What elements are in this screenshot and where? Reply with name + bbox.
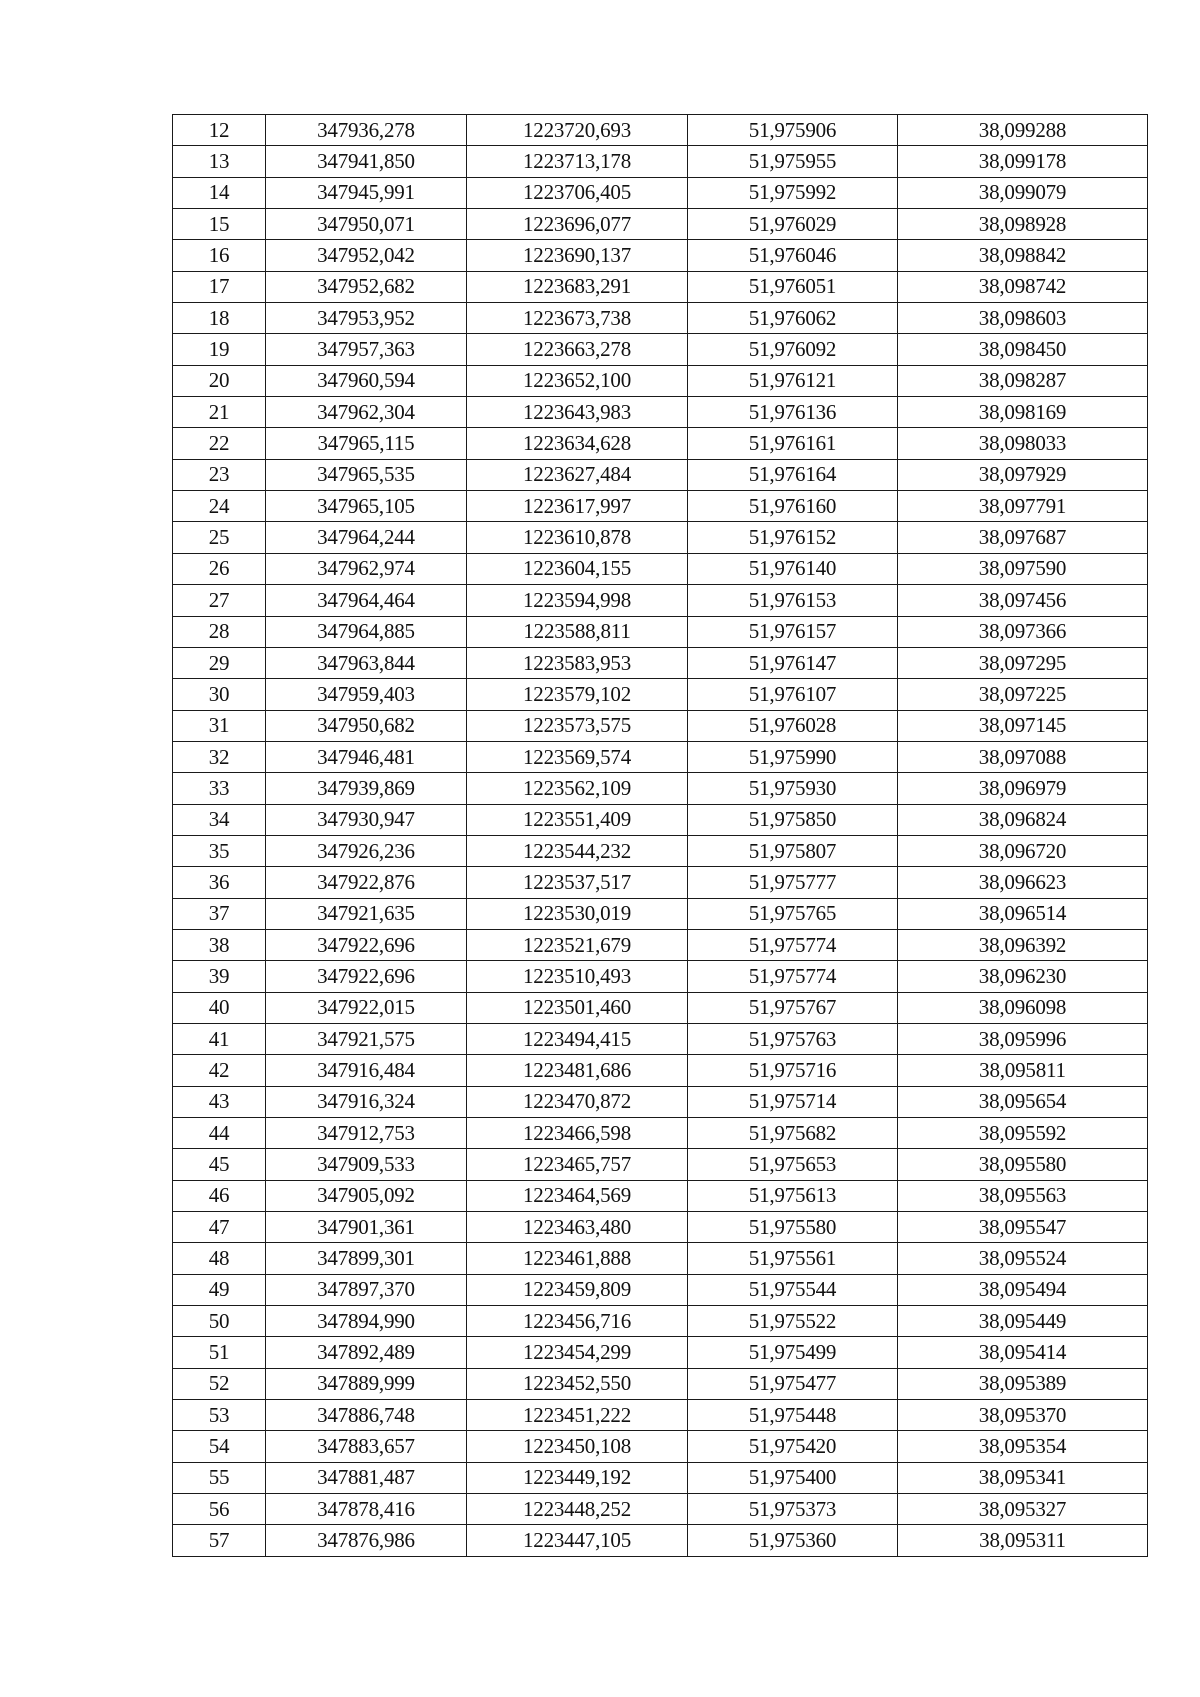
table-row — [173, 1431, 1148, 1462]
x-coordinate-cell: 347965,115 — [266, 428, 467, 459]
latitude-cell: 51,975360 — [688, 1525, 898, 1556]
point-number-cell: 27 — [173, 585, 266, 616]
table-row — [173, 1368, 1148, 1399]
point-number-cell: 23 — [173, 459, 266, 490]
y-coordinate-cell: 1223481,686 — [467, 1055, 688, 1086]
y-coordinate-cell: 1223450,108 — [467, 1431, 688, 1462]
latitude-cell: 51,975477 — [688, 1368, 898, 1399]
latitude-cell: 51,976164 — [688, 459, 898, 490]
latitude-cell: 51,975373 — [688, 1494, 898, 1525]
longitude-cell: 38,095524 — [898, 1243, 1148, 1274]
y-coordinate-cell: 1223588,811 — [467, 616, 688, 647]
x-coordinate-cell: 347962,304 — [266, 397, 467, 428]
point-number-cell: 24 — [173, 491, 266, 522]
point-number-cell: 16 — [173, 240, 266, 271]
latitude-cell: 51,976153 — [688, 585, 898, 616]
longitude-cell: 38,098450 — [898, 334, 1148, 365]
longitude-cell: 38,099178 — [898, 146, 1148, 177]
longitude-cell: 38,097088 — [898, 741, 1148, 772]
longitude-cell: 38,095811 — [898, 1055, 1148, 1086]
latitude-cell: 51,976092 — [688, 334, 898, 365]
table-row — [173, 741, 1148, 772]
y-coordinate-cell: 1223470,872 — [467, 1086, 688, 1117]
table-row — [173, 459, 1148, 490]
latitude-cell: 51,975850 — [688, 804, 898, 835]
y-coordinate-cell: 1223652,100 — [467, 365, 688, 396]
longitude-cell: 38,096514 — [898, 898, 1148, 929]
point-number-cell: 46 — [173, 1180, 266, 1211]
coordinates-table — [172, 114, 1148, 1557]
y-coordinate-cell: 1223627,484 — [467, 459, 688, 490]
latitude-cell: 51,976161 — [688, 428, 898, 459]
y-coordinate-cell: 1223530,019 — [467, 898, 688, 929]
table-row — [173, 397, 1148, 428]
x-coordinate-cell: 347921,635 — [266, 898, 467, 929]
y-coordinate-cell: 1223604,155 — [467, 553, 688, 584]
latitude-cell: 51,976029 — [688, 209, 898, 240]
table-row — [173, 679, 1148, 710]
table-row — [173, 303, 1148, 334]
coordinates-table-body — [173, 115, 1148, 1557]
y-coordinate-cell: 1223690,137 — [467, 240, 688, 271]
point-number-cell: 26 — [173, 553, 266, 584]
y-coordinate-cell: 1223706,405 — [467, 177, 688, 208]
table-row — [173, 1149, 1148, 1180]
point-number-cell: 42 — [173, 1055, 266, 1086]
table-row — [173, 867, 1148, 898]
point-number-cell: 30 — [173, 679, 266, 710]
table-row — [173, 835, 1148, 866]
point-number-cell: 17 — [173, 271, 266, 302]
longitude-cell: 38,098603 — [898, 303, 1148, 334]
x-coordinate-cell: 347936,278 — [266, 115, 467, 146]
y-coordinate-cell: 1223617,997 — [467, 491, 688, 522]
y-coordinate-cell: 1223463,480 — [467, 1212, 688, 1243]
point-number-cell: 45 — [173, 1149, 266, 1180]
y-coordinate-cell: 1223720,693 — [467, 115, 688, 146]
latitude-cell: 51,976140 — [688, 553, 898, 584]
longitude-cell: 38,096824 — [898, 804, 1148, 835]
longitude-cell: 38,098169 — [898, 397, 1148, 428]
x-coordinate-cell: 347964,244 — [266, 522, 467, 553]
table-row — [173, 1212, 1148, 1243]
table-row — [173, 1525, 1148, 1556]
y-coordinate-cell: 1223448,252 — [467, 1494, 688, 1525]
x-coordinate-cell: 347939,869 — [266, 773, 467, 804]
x-coordinate-cell: 347946,481 — [266, 741, 467, 772]
y-coordinate-cell: 1223643,983 — [467, 397, 688, 428]
longitude-cell: 38,095563 — [898, 1180, 1148, 1211]
x-coordinate-cell: 347916,324 — [266, 1086, 467, 1117]
point-number-cell: 32 — [173, 741, 266, 772]
point-number-cell: 57 — [173, 1525, 266, 1556]
longitude-cell: 38,097929 — [898, 459, 1148, 490]
point-number-cell: 28 — [173, 616, 266, 647]
y-coordinate-cell: 1223510,493 — [467, 961, 688, 992]
x-coordinate-cell: 347905,092 — [266, 1180, 467, 1211]
table-row — [173, 616, 1148, 647]
latitude-cell: 51,975774 — [688, 961, 898, 992]
table-row — [173, 1274, 1148, 1305]
x-coordinate-cell: 347965,105 — [266, 491, 467, 522]
longitude-cell: 38,096979 — [898, 773, 1148, 804]
x-coordinate-cell: 347952,682 — [266, 271, 467, 302]
y-coordinate-cell: 1223464,569 — [467, 1180, 688, 1211]
y-coordinate-cell: 1223583,953 — [467, 647, 688, 678]
latitude-cell: 51,975716 — [688, 1055, 898, 1086]
point-number-cell: 25 — [173, 522, 266, 553]
latitude-cell: 51,975561 — [688, 1243, 898, 1274]
longitude-cell: 38,095341 — [898, 1462, 1148, 1493]
y-coordinate-cell: 1223449,192 — [467, 1462, 688, 1493]
longitude-cell: 38,095547 — [898, 1212, 1148, 1243]
y-coordinate-cell: 1223610,878 — [467, 522, 688, 553]
latitude-cell: 51,975544 — [688, 1274, 898, 1305]
point-number-cell: 51 — [173, 1337, 266, 1368]
point-number-cell: 31 — [173, 710, 266, 741]
x-coordinate-cell: 347945,991 — [266, 177, 467, 208]
longitude-cell: 38,097225 — [898, 679, 1148, 710]
latitude-cell: 51,976160 — [688, 491, 898, 522]
latitude-cell: 51,975774 — [688, 929, 898, 960]
longitude-cell: 38,097295 — [898, 647, 1148, 678]
point-number-cell: 41 — [173, 1023, 266, 1054]
table-row — [173, 522, 1148, 553]
x-coordinate-cell: 347922,696 — [266, 929, 467, 960]
table-row — [173, 898, 1148, 929]
longitude-cell: 38,097590 — [898, 553, 1148, 584]
table-row — [173, 428, 1148, 459]
x-coordinate-cell: 347950,682 — [266, 710, 467, 741]
longitude-cell: 38,095654 — [898, 1086, 1148, 1117]
point-number-cell: 44 — [173, 1118, 266, 1149]
x-coordinate-cell: 347930,947 — [266, 804, 467, 835]
longitude-cell: 38,097145 — [898, 710, 1148, 741]
x-coordinate-cell: 347963,844 — [266, 647, 467, 678]
y-coordinate-cell: 1223452,550 — [467, 1368, 688, 1399]
table-row — [173, 271, 1148, 302]
x-coordinate-cell: 347901,361 — [266, 1212, 467, 1243]
table-row — [173, 115, 1148, 146]
table-row — [173, 992, 1148, 1023]
x-coordinate-cell: 347912,753 — [266, 1118, 467, 1149]
x-coordinate-cell: 347892,489 — [266, 1337, 467, 1368]
y-coordinate-cell: 1223683,291 — [467, 271, 688, 302]
point-number-cell: 14 — [173, 177, 266, 208]
longitude-cell: 38,098842 — [898, 240, 1148, 271]
point-number-cell: 34 — [173, 804, 266, 835]
x-coordinate-cell: 347962,974 — [266, 553, 467, 584]
x-coordinate-cell: 347953,952 — [266, 303, 467, 334]
y-coordinate-cell: 1223544,232 — [467, 835, 688, 866]
longitude-cell: 38,097791 — [898, 491, 1148, 522]
x-coordinate-cell: 347959,403 — [266, 679, 467, 710]
table-row — [173, 177, 1148, 208]
latitude-cell: 51,976147 — [688, 647, 898, 678]
point-number-cell: 33 — [173, 773, 266, 804]
longitude-cell: 38,096623 — [898, 867, 1148, 898]
x-coordinate-cell: 347964,464 — [266, 585, 467, 616]
point-number-cell: 15 — [173, 209, 266, 240]
x-coordinate-cell: 347883,657 — [266, 1431, 467, 1462]
y-coordinate-cell: 1223461,888 — [467, 1243, 688, 1274]
table-row — [173, 773, 1148, 804]
y-coordinate-cell: 1223537,517 — [467, 867, 688, 898]
latitude-cell: 51,975765 — [688, 898, 898, 929]
table-row — [173, 1462, 1148, 1493]
table-row — [173, 929, 1148, 960]
point-number-cell: 56 — [173, 1494, 266, 1525]
longitude-cell: 38,095370 — [898, 1400, 1148, 1431]
latitude-cell: 51,975448 — [688, 1400, 898, 1431]
x-coordinate-cell: 347899,301 — [266, 1243, 467, 1274]
table-row — [173, 585, 1148, 616]
table-row — [173, 365, 1148, 396]
table-row — [173, 710, 1148, 741]
table-row — [173, 209, 1148, 240]
table-row — [173, 1337, 1148, 1368]
table-row — [173, 1023, 1148, 1054]
latitude-cell: 51,975990 — [688, 741, 898, 772]
y-coordinate-cell: 1223451,222 — [467, 1400, 688, 1431]
x-coordinate-cell: 347897,370 — [266, 1274, 467, 1305]
latitude-cell: 51,975930 — [688, 773, 898, 804]
x-coordinate-cell: 347921,575 — [266, 1023, 467, 1054]
x-coordinate-cell: 347889,999 — [266, 1368, 467, 1399]
y-coordinate-cell: 1223456,716 — [467, 1306, 688, 1337]
x-coordinate-cell: 347881,487 — [266, 1462, 467, 1493]
y-coordinate-cell: 1223466,598 — [467, 1118, 688, 1149]
latitude-cell: 51,975420 — [688, 1431, 898, 1462]
table-row — [173, 1055, 1148, 1086]
x-coordinate-cell: 347964,885 — [266, 616, 467, 647]
point-number-cell: 40 — [173, 992, 266, 1023]
point-number-cell: 43 — [173, 1086, 266, 1117]
point-number-cell: 20 — [173, 365, 266, 396]
y-coordinate-cell: 1223521,679 — [467, 929, 688, 960]
latitude-cell: 51,976051 — [688, 271, 898, 302]
y-coordinate-cell: 1223673,738 — [467, 303, 688, 334]
point-number-cell: 52 — [173, 1368, 266, 1399]
longitude-cell: 38,098033 — [898, 428, 1148, 459]
point-number-cell: 50 — [173, 1306, 266, 1337]
point-number-cell: 35 — [173, 835, 266, 866]
latitude-cell: 51,976062 — [688, 303, 898, 334]
latitude-cell: 51,975992 — [688, 177, 898, 208]
x-coordinate-cell: 347952,042 — [266, 240, 467, 271]
point-number-cell: 22 — [173, 428, 266, 459]
x-coordinate-cell: 347878,416 — [266, 1494, 467, 1525]
latitude-cell: 51,975906 — [688, 115, 898, 146]
point-number-cell: 18 — [173, 303, 266, 334]
y-coordinate-cell: 1223465,757 — [467, 1149, 688, 1180]
x-coordinate-cell: 347941,850 — [266, 146, 467, 177]
point-number-cell: 12 — [173, 115, 266, 146]
longitude-cell: 38,095414 — [898, 1337, 1148, 1368]
x-coordinate-cell: 347922,876 — [266, 867, 467, 898]
point-number-cell: 55 — [173, 1462, 266, 1493]
table-row — [173, 1400, 1148, 1431]
table-row — [173, 553, 1148, 584]
table-row — [173, 647, 1148, 678]
latitude-cell: 51,975400 — [688, 1462, 898, 1493]
table-row — [173, 1086, 1148, 1117]
point-number-cell: 54 — [173, 1431, 266, 1462]
x-coordinate-cell: 347916,484 — [266, 1055, 467, 1086]
point-number-cell: 29 — [173, 647, 266, 678]
latitude-cell: 51,975682 — [688, 1118, 898, 1149]
table-row — [173, 1243, 1148, 1274]
y-coordinate-cell: 1223569,574 — [467, 741, 688, 772]
longitude-cell: 38,095996 — [898, 1023, 1148, 1054]
point-number-cell: 48 — [173, 1243, 266, 1274]
latitude-cell: 51,976046 — [688, 240, 898, 271]
x-coordinate-cell: 347950,071 — [266, 209, 467, 240]
y-coordinate-cell: 1223579,102 — [467, 679, 688, 710]
longitude-cell: 38,098928 — [898, 209, 1148, 240]
longitude-cell: 38,096098 — [898, 992, 1148, 1023]
point-number-cell: 39 — [173, 961, 266, 992]
longitude-cell: 38,095327 — [898, 1494, 1148, 1525]
longitude-cell: 38,095449 — [898, 1306, 1148, 1337]
point-number-cell: 36 — [173, 867, 266, 898]
point-number-cell: 53 — [173, 1400, 266, 1431]
latitude-cell: 51,976121 — [688, 365, 898, 396]
point-number-cell: 47 — [173, 1212, 266, 1243]
y-coordinate-cell: 1223713,178 — [467, 146, 688, 177]
latitude-cell: 51,975580 — [688, 1212, 898, 1243]
point-number-cell: 21 — [173, 397, 266, 428]
latitude-cell: 51,976157 — [688, 616, 898, 647]
point-number-cell: 38 — [173, 929, 266, 960]
table-row — [173, 1494, 1148, 1525]
y-coordinate-cell: 1223562,109 — [467, 773, 688, 804]
y-coordinate-cell: 1223459,809 — [467, 1274, 688, 1305]
table-row — [173, 334, 1148, 365]
y-coordinate-cell: 1223573,575 — [467, 710, 688, 741]
latitude-cell: 51,975522 — [688, 1306, 898, 1337]
table-row — [173, 1118, 1148, 1149]
latitude-cell: 51,975767 — [688, 992, 898, 1023]
longitude-cell: 38,095580 — [898, 1149, 1148, 1180]
latitude-cell: 51,976028 — [688, 710, 898, 741]
latitude-cell: 51,975653 — [688, 1149, 898, 1180]
table-row — [173, 146, 1148, 177]
table-row — [173, 240, 1148, 271]
x-coordinate-cell: 347926,236 — [266, 835, 467, 866]
latitude-cell: 51,975613 — [688, 1180, 898, 1211]
y-coordinate-cell: 1223454,299 — [467, 1337, 688, 1368]
x-coordinate-cell: 347909,533 — [266, 1149, 467, 1180]
x-coordinate-cell: 347965,535 — [266, 459, 467, 490]
longitude-cell: 38,099079 — [898, 177, 1148, 208]
longitude-cell: 38,098287 — [898, 365, 1148, 396]
latitude-cell: 51,976152 — [688, 522, 898, 553]
latitude-cell: 51,976107 — [688, 679, 898, 710]
y-coordinate-cell: 1223634,628 — [467, 428, 688, 459]
x-coordinate-cell: 347886,748 — [266, 1400, 467, 1431]
y-coordinate-cell: 1223594,998 — [467, 585, 688, 616]
y-coordinate-cell: 1223663,278 — [467, 334, 688, 365]
point-number-cell: 37 — [173, 898, 266, 929]
latitude-cell: 51,975955 — [688, 146, 898, 177]
longitude-cell: 38,096230 — [898, 961, 1148, 992]
longitude-cell: 38,096720 — [898, 835, 1148, 866]
point-number-cell: 13 — [173, 146, 266, 177]
longitude-cell: 38,098742 — [898, 271, 1148, 302]
longitude-cell: 38,099288 — [898, 115, 1148, 146]
x-coordinate-cell: 347960,594 — [266, 365, 467, 396]
y-coordinate-cell: 1223447,105 — [467, 1525, 688, 1556]
longitude-cell: 38,095592 — [898, 1118, 1148, 1149]
latitude-cell: 51,975763 — [688, 1023, 898, 1054]
longitude-cell: 38,097687 — [898, 522, 1148, 553]
point-number-cell: 19 — [173, 334, 266, 365]
longitude-cell: 38,097456 — [898, 585, 1148, 616]
x-coordinate-cell: 347922,696 — [266, 961, 467, 992]
table-row — [173, 1180, 1148, 1211]
latitude-cell: 51,975714 — [688, 1086, 898, 1117]
longitude-cell: 38,095389 — [898, 1368, 1148, 1399]
x-coordinate-cell: 347876,986 — [266, 1525, 467, 1556]
latitude-cell: 51,975499 — [688, 1337, 898, 1368]
table-row — [173, 804, 1148, 835]
y-coordinate-cell: 1223696,077 — [467, 209, 688, 240]
y-coordinate-cell: 1223501,460 — [467, 992, 688, 1023]
y-coordinate-cell: 1223551,409 — [467, 804, 688, 835]
table-row — [173, 961, 1148, 992]
longitude-cell: 38,096392 — [898, 929, 1148, 960]
longitude-cell: 38,095354 — [898, 1431, 1148, 1462]
x-coordinate-cell: 347922,015 — [266, 992, 467, 1023]
point-number-cell: 49 — [173, 1274, 266, 1305]
table-row — [173, 491, 1148, 522]
longitude-cell: 38,095311 — [898, 1525, 1148, 1556]
latitude-cell: 51,976136 — [688, 397, 898, 428]
latitude-cell: 51,975777 — [688, 867, 898, 898]
table-row — [173, 1306, 1148, 1337]
longitude-cell: 38,097366 — [898, 616, 1148, 647]
x-coordinate-cell: 347894,990 — [266, 1306, 467, 1337]
latitude-cell: 51,975807 — [688, 835, 898, 866]
longitude-cell: 38,095494 — [898, 1274, 1148, 1305]
x-coordinate-cell: 347957,363 — [266, 334, 467, 365]
y-coordinate-cell: 1223494,415 — [467, 1023, 688, 1054]
